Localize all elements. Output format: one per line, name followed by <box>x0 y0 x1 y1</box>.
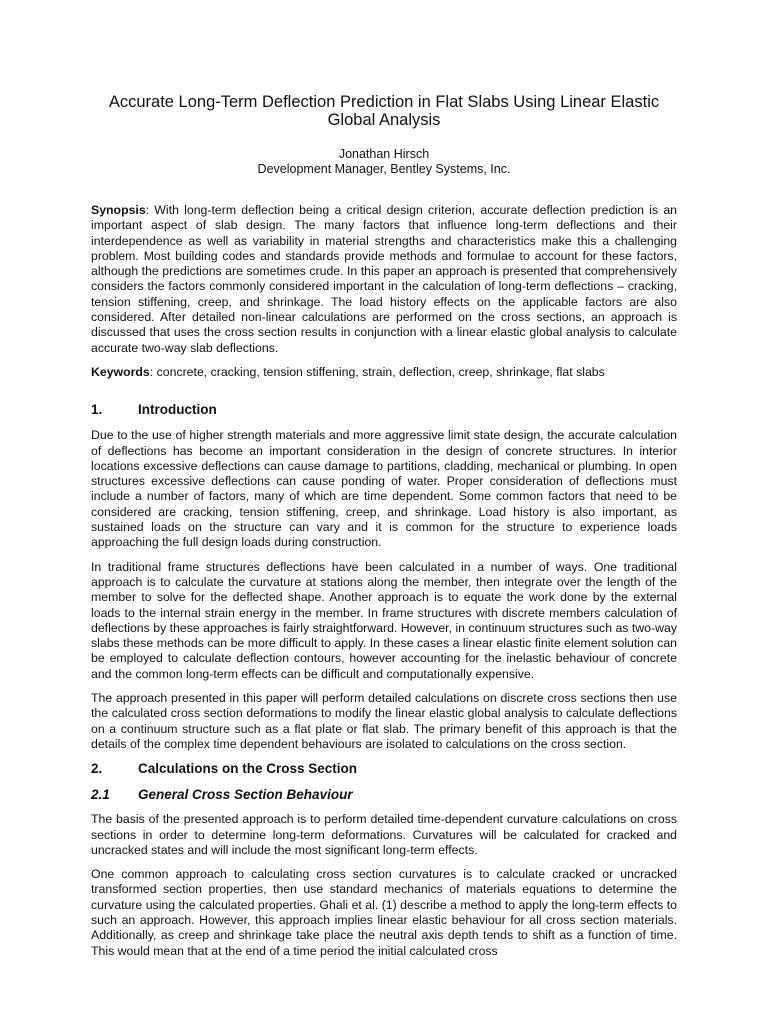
keywords <box>91 365 677 380</box>
author-name: Jonathan Hirsch <box>338 147 430 161</box>
section-heading-cross-section <box>91 761 677 776</box>
synopsis <box>91 203 677 356</box>
paper-title: Accurate Long-Term Deflection Prediction in Flat Slabs Using Linear Elastic Global Analysis <box>108 93 660 129</box>
subsection-number: 2.1 <box>91 787 110 803</box>
synopsis-label: Synopsis <box>91 203 146 217</box>
section-number: 2. <box>91 761 103 777</box>
section-number: 1. <box>91 402 103 418</box>
keywords-text: : concrete, cracking, tension stiffening, strain, deflection, creep, shrinkage, flat slabs <box>149 364 605 379</box>
section-title: Introduction <box>138 402 217 418</box>
subsection-heading <box>91 787 677 802</box>
paragraph: In traditional frame structures deflections have been calculated in a number of ways. One traditional approach is to calculate the curvature at stations along the member, then integrate over the length of the member to solve for the deflected shape. Another approach is to equate the work done by the external loads to the internal strain energy in the member. In frame structures with discrete members calculation of deflections by these approaches is fairly straightforward. However, in continuum structures such as two-way slabs these methods can be more difficult to apply. In these cases a linear elastic finite element solution can be employed to calculate deflection contours, however accounting for the inelastic behaviour of concrete and the common long-term effects can be difficult and computationally expensive. <box>91 559 677 681</box>
section-heading-introduction <box>91 402 677 417</box>
paragraph: Due to the use of higher strength materials and more aggressive limit state design, the accurate calculation of deflections has become an important consideration in the design of concrete structures. In interior locations excessive deflections can cause damage to partitions, cladding, mechanical or plumbing. In open structures excessive deflections can cause ponding of water. Proper consideration of deflections must include a number of factors, many of which are time dependent. Some common factors that need to be considered are cracking, tension stiffening, creep, and shrinkage. Load history is also important, as sustained loads on the structure can vary and it is common for the structure to experience loads approaching the full design loads during construction. <box>91 428 677 550</box>
subsection-title: General Cross Section Behaviour <box>138 787 353 803</box>
paragraph: One common approach to calculating cross section curvatures is to calculate cracked or uncracked transformed section properties, then use standard mechanics of materials equations to determine the curvature using the calculated properties. Ghali et al. (1) describe a method to apply the long-term effects to such an approach. However, this approach implies linear elastic behaviour for all cross section materials. Additionally, as creep and shrinkage take place the neutral axis depth tends to shift as a function of time. This would mean that at the end of a time period the initial calculated cross <box>91 867 677 958</box>
keywords-label: Keywords <box>91 364 150 379</box>
page-content <box>91 93 677 968</box>
section-title: Calculations on the Cross Section <box>138 761 358 777</box>
paragraph: The approach presented in this paper will perform detailed calculations on discrete cross sections then use the calculated cross section deformations to modify the linear elastic global analysis to calculate deflections on a continuum structure such as a flat plate or flat slab. The primary benefit of this approach is that the details of the complex time dependent behaviours are isolated to calculations on the cross section. <box>91 691 677 751</box>
paragraph: The basis of the presented approach is to perform detailed time-dependent curvature calculations on cross sections in order to determine long-term deformations. Curvatures will be calculated for cracked and uncracked states and will include the most significant long-term effects. <box>91 812 677 857</box>
synopsis-text: : With long-term deflection being a critical design criterion, accurate deflection prediction is an important aspect of slab design. The many factors that influence long-term deflections and their interdependence as well as variability in material strengths and characteristics make this a challenging problem. Most building codes and standards provide methods and formulae to account for these factors, although the predictions are sometimes crude. In this paper an approach is presented that comprehensively considers the factors commonly considered important in the calculation of long-term deflections – cracking, tension stiffening, creep, and shrinkage. The load history effects on the applicable factors are also considered. After detailed non-linear calculations are performed on the cross sections, an approach is discussed that uses the cross section results in conjunction with a linear elastic global analysis to calculate accurate two-way slab deflections. <box>91 203 677 355</box>
author-affiliation: Development Manager, Bentley Systems, Inc. <box>257 162 511 176</box>
